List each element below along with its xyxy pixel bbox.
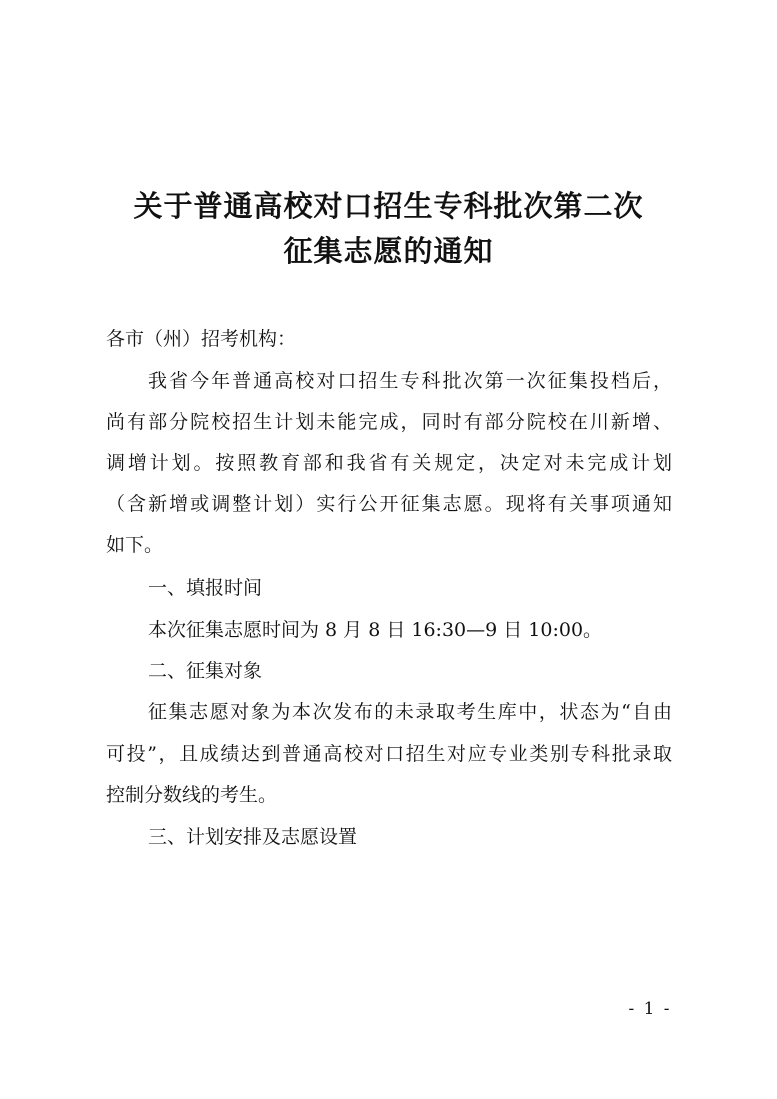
- paragraph-1-line-1: 我省今年普通高校对口招生专科批次第一次征集投档后，: [148, 370, 672, 392]
- section-3-heading: 三、计划安排及志愿设置: [148, 826, 358, 848]
- paragraph-1-line-5: 如下。: [106, 534, 164, 556]
- section-1-body: 本次征集志愿时间为 8 月 8 日 16:30—9 日 10:00。: [148, 619, 603, 641]
- document-title-line-1: 关于普通高校对口招生专科批次第二次: [133, 189, 644, 223]
- paragraph-1-line-3: 调增计划。按照教育部和我省有关规定，决定对未完成计划: [106, 452, 672, 474]
- paragraph-1-line-2: 尚有部分院校招生计划未能完成，同时有部分院校在川新增、: [106, 411, 672, 433]
- document-title-line-2: 征集志愿的通知: [283, 234, 494, 268]
- section-2-heading: 二、征集对象: [148, 660, 263, 682]
- section-2-body-line-3: 控制分数线的考生。: [106, 784, 278, 806]
- page-number: - 1 -: [628, 999, 672, 1019]
- section-2-body-line-1: 征集志愿对象为本次发布的未录取考生库中，状态为“自由: [148, 701, 672, 723]
- salutation: 各市（州）招考机构：: [106, 328, 297, 350]
- section-1-heading: 一、填报时间: [148, 577, 263, 599]
- section-2-body-line-2: 可投”，且成绩达到普通高校对口招生对应专业类别专科批录取: [106, 743, 672, 765]
- paragraph-1-line-4: （含新增或调整计划）实行公开征集志愿。现将有关事项通知: [106, 493, 672, 515]
